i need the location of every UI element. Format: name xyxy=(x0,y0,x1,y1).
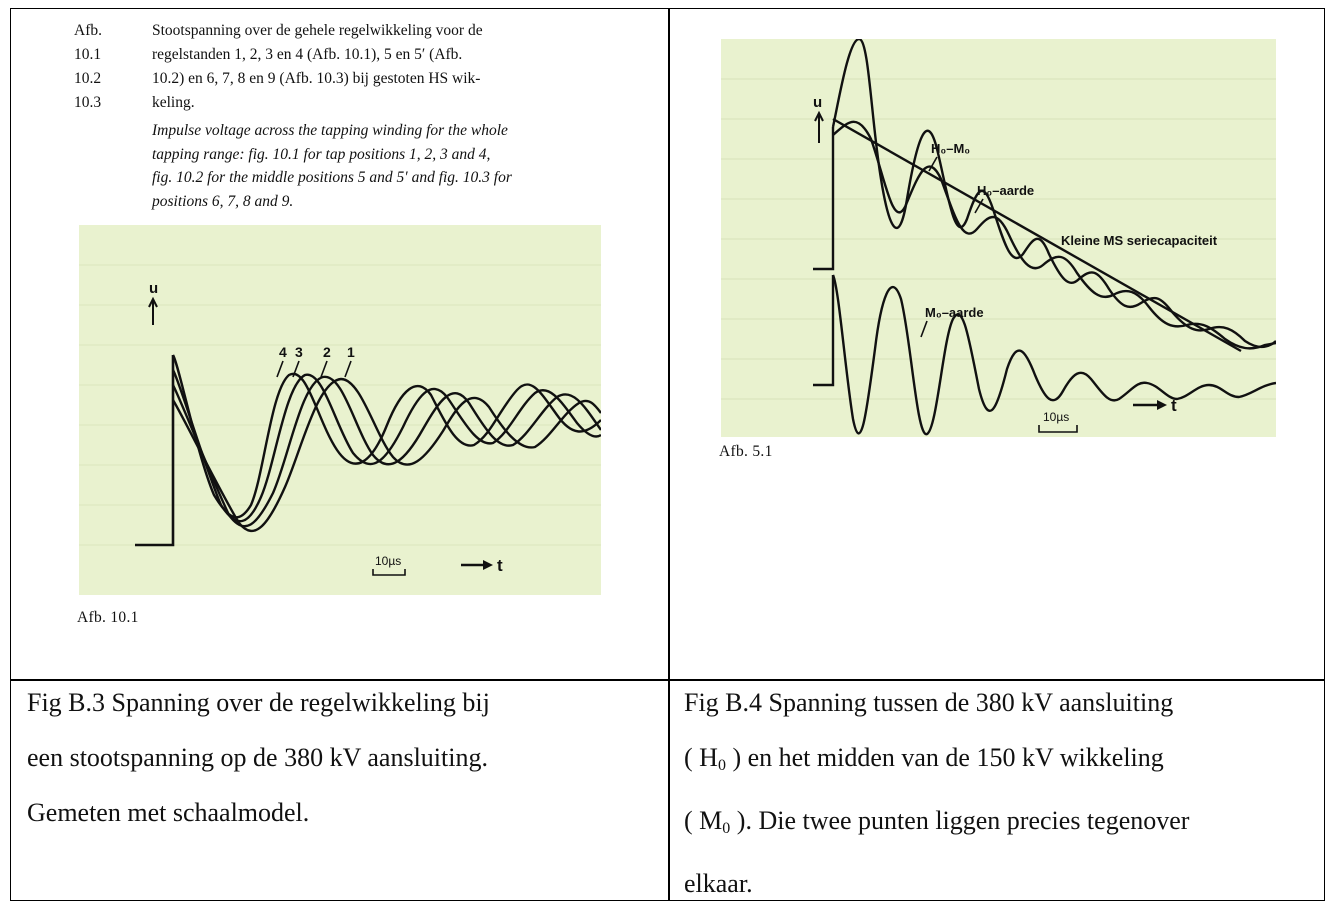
caption-dutch-line: Stootspanning over de gehele regelwikkeling voor de xyxy=(152,22,483,39)
caption-english-line: positions 6, 7, 8 and 9. xyxy=(152,192,294,210)
left-oscillogram-svg xyxy=(79,225,601,595)
caption-line: Gemeten met schaalmodel. xyxy=(27,798,310,827)
caption-number: 10.1 xyxy=(74,46,102,63)
left-figure-caption xyxy=(74,19,614,213)
axis-t-label: t xyxy=(497,556,503,575)
caption-text: ) en het midden van de 150 kV wikkeling xyxy=(725,743,1164,772)
right-oscillogram-svg xyxy=(721,39,1276,437)
axis-u-label: u xyxy=(813,94,823,111)
caption-english xyxy=(152,119,614,213)
caption-fig-b3 xyxy=(27,675,657,840)
caption-line xyxy=(684,730,1320,793)
scale-bar-label: 10µs xyxy=(1043,410,1070,424)
caption-text: ( M xyxy=(684,806,723,835)
right-figure-label: Afb. 5.1 xyxy=(719,443,773,460)
caption-english-line: tapping range: fig. 10.1 for tap positions 1, 2, 3 and 4, xyxy=(152,145,491,163)
axis-u-label: u xyxy=(149,280,159,297)
caption-text: ). Die twee punten liggen precies tegenover xyxy=(730,806,1190,835)
caption-number: 10.2 xyxy=(74,70,102,87)
left-scanned-figure xyxy=(61,17,626,637)
scale-bar-label: 10µs xyxy=(375,554,402,568)
label-h0-m0: H₀–M₀ xyxy=(931,141,971,156)
right-oscillogram xyxy=(721,39,1276,437)
subscript: 0 xyxy=(722,820,731,837)
left-oscillogram xyxy=(79,225,601,595)
subscript: 0 xyxy=(717,757,726,774)
axis-t-arrowhead xyxy=(483,560,493,570)
caption-label: Afb. xyxy=(74,22,102,39)
caption-dutch-line: 10.2) en 6, 7, 8 en 9 (Afb. 10.3) bij gestoten HS wik- xyxy=(152,70,481,87)
caption-text: ( H xyxy=(684,743,718,772)
caption-english-line: Impulse voltage across the tapping winding for the whole xyxy=(152,122,508,139)
label-kleine-ms-seriecapaciteit: Kleine MS seriecapaciteit xyxy=(1061,233,1218,248)
caption-number: 10.3 xyxy=(74,94,102,111)
label-m0-aarde: M₀–aarde xyxy=(925,305,984,320)
caption-line: een stootspanning op de 380 kV aansluiting. xyxy=(27,743,488,772)
caption-dutch-line: keling. xyxy=(152,94,195,111)
curve-label-3: 3 xyxy=(295,344,303,360)
curve-position-4 xyxy=(173,355,601,517)
axis-t-label: t xyxy=(1171,396,1177,415)
caption-line: Fig B.3 Spanning over de regelwikkeling bij xyxy=(27,688,490,717)
caption-fig-b4 xyxy=(684,675,1320,911)
left-figure-label: Afb. 10.1 xyxy=(77,609,139,626)
pointer-m0-aarde xyxy=(921,321,927,337)
caption-english-line: fig. 10.2 for the middle positions 5 and 5′ and fig. 10.3 for xyxy=(152,169,512,186)
curve-label-2: 2 xyxy=(323,344,331,360)
curve-label-1: 1 xyxy=(347,344,355,360)
axis-t-arrowhead xyxy=(1157,400,1167,410)
curve-label-4: 4 xyxy=(279,344,287,360)
caption-line: Fig B.4 Spanning tussen de 380 kV aansluiting xyxy=(684,688,1174,717)
scale-bar xyxy=(373,569,405,575)
lower-baseline-step xyxy=(813,275,833,385)
waveform-h0-m0 xyxy=(833,39,1276,347)
caption-line xyxy=(684,793,1320,856)
label-h0-aarde: H₀–aarde xyxy=(977,183,1035,198)
upper-baseline-step xyxy=(813,127,833,269)
caption-dutch-line: regelstanden 1, 2, 3 en 4 (Afb. 10.1), 5 en 5′ (Afb. xyxy=(152,46,463,63)
table-divider-vertical xyxy=(668,9,670,900)
figure-table xyxy=(10,8,1325,901)
scale-bar xyxy=(1039,425,1077,432)
caption-line: elkaar. xyxy=(684,869,753,898)
step-baseline xyxy=(135,355,173,545)
